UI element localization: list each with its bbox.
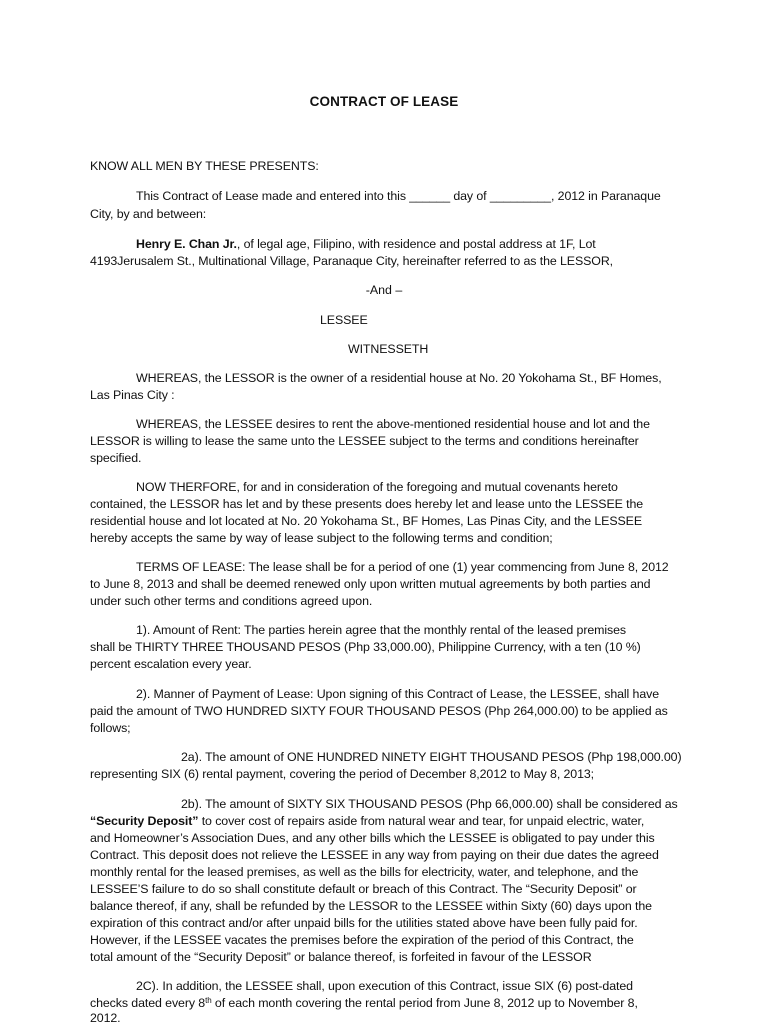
now-therefore-line-4: hereby accepts the same by way of lease subject to the following terms and condition; [90, 531, 553, 545]
whereas1-line-2: Las Pinas City : [90, 388, 175, 402]
rent-line-2: shall be THIRTY THREE THOUSAND PESOS (Php 33,000.00), Philippine Currency, with a ten (10 %) [90, 640, 641, 654]
p2b-line-6: LESSEE’S failure to do so shall constitute default or breach of this Contract. The “Security Deposit” or [90, 882, 637, 896]
p2c-line-1: 2C). In addition, the LESSEE shall, upon execution of this Contract, issue SIX (6) post-dated [136, 979, 633, 993]
p2b-line-5: monthly rental for the leased premises, as well as the bills for electricity, water, and telephone, and the [90, 865, 639, 879]
p2b-line-1: 2b). The amount of SIXTY SIX THOUSAND PESOS (Php 66,000.00) shall be considered as [181, 797, 678, 811]
p2c-line-2-b: of each month covering the rental period from June 8, 2012 up to November 8, [211, 996, 638, 1010]
lessor-name: Henry E. Chan Jr. [136, 237, 237, 251]
ordinal-suffix: th [205, 996, 212, 1005]
security-deposit-term: “Security Deposit” [90, 814, 199, 828]
p2c-line-2-a: checks dated every 8 [90, 996, 206, 1010]
now-therefore-line-2: contained, the LESSOR has let and by these presents does hereby let and lease unto the LESSEE the [90, 497, 644, 511]
whereas1-line-1: WHEREAS, the LESSOR is the owner of a residential house at No. 20 Yokohama St., BF Homes, [136, 371, 662, 385]
rent-line-1: 1). Amount of Rent: The parties herein agree that the monthly rental of the leased premises [136, 623, 627, 637]
terms-line-2: to June 8, 2013 and shall be deemed renewed only upon written mutual agreements by both parties and [90, 577, 651, 591]
witnesseth-heading: WITNESSETH [348, 342, 429, 356]
and-separator: -And – [365, 283, 403, 297]
p2c-line-2 [90, 995, 638, 1011]
p2b-line-8: expiration of this contract and/or after unpaid bills for the utilities stated above have been fully paid for. [90, 916, 638, 930]
lessee-label: LESSEE [320, 313, 368, 327]
payment-line-3: follows; [90, 721, 131, 735]
know-all-line: KNOW ALL MEN BY THESE PRESENTS: [90, 159, 319, 173]
p2b-line-4: Contract. This deposit does not relieve the LESSEE in any way from paying on their due dates the agreed [90, 848, 659, 862]
p2a-line-2: representing SIX (6) rental payment, covering the period of December 8,2012 to May 8, 2013; [90, 767, 595, 781]
p2a-line-1: 2a). The amount of ONE HUNDRED NINETY EIGHT THOUSAND PESOS (Php 198,000.00) [181, 750, 682, 764]
whereas2-line-1: WHEREAS, the LESSEE desires to rent the above-mentioned residential house and lot and the [136, 417, 650, 431]
whereas2-line-2: LESSOR is willing to lease the same unto the LESSEE subject to the terms and conditions hereinafter [90, 434, 639, 448]
p2b-line-2-rest: to cover cost of repairs aside from natural wear and tear, for unpaid electric, water, [198, 814, 645, 828]
now-therefore-line-3: residential house and lot located at No. 20 Yokohama St., BF Homes, Las Pinas City, and the LESSEE [90, 514, 643, 528]
p2b-line-3: and Homeowner’s Association Dues, and any other bills which the LESSEE is obligated to pay under this [90, 831, 655, 845]
payment-line-1: 2). Manner of Payment of Lease: Upon signing of this Contract of Lease, the LESSEE, shall have [136, 687, 660, 701]
lessor-desc-1: , of legal age, Filipino, with residence and postal address at 1F, Lot [236, 237, 596, 251]
terms-line-3: under such other terms and conditions agreed upon. [90, 594, 373, 608]
lessor-line-1 [136, 236, 596, 252]
p2c-line-3: 2012. [90, 1011, 121, 1025]
intro-line-1: This Contract of Lease made and entered into this ______ day of _________, 2012 in Paranaque [136, 189, 661, 203]
p2b-line-9: However, if the LESSEE vacates the premises before the expiration of the period of this Contract, the [90, 933, 634, 947]
document-title: CONTRACT OF LEASE [309, 94, 459, 109]
p2b-line-7: balance thereof, if any, shall be refunded by the LESSOR to the LESSEE within Sixty (60) days upon the [90, 899, 652, 913]
p2b-line-10: total amount of the “Security Deposit” or balance thereof, is forfeited in favour of the LESSOR [90, 950, 592, 964]
terms-line-1: TERMS OF LEASE: The lease shall be for a period of one (1) year commencing from June 8, 2012 [136, 560, 669, 574]
p2b-line-2 [90, 813, 644, 829]
now-therefore-line-1: NOW THERFORE, for and in consideration of the foregoing and mutual covenants hereto [136, 480, 618, 494]
lessor-line-2: 4193Jerusalem St., Multinational Village, Paranaque City, hereinafter referred to as the LESSOR, [90, 254, 614, 268]
whereas2-line-3: specified. [90, 451, 142, 465]
intro-line-2: City, by and between: [90, 207, 207, 221]
payment-line-2: paid the amount of TWO HUNDRED SIXTY FOUR THOUSAND PESOS (Php 264,000.00) to be applied as [90, 704, 668, 718]
rent-line-3: percent escalation every year. [90, 657, 252, 671]
